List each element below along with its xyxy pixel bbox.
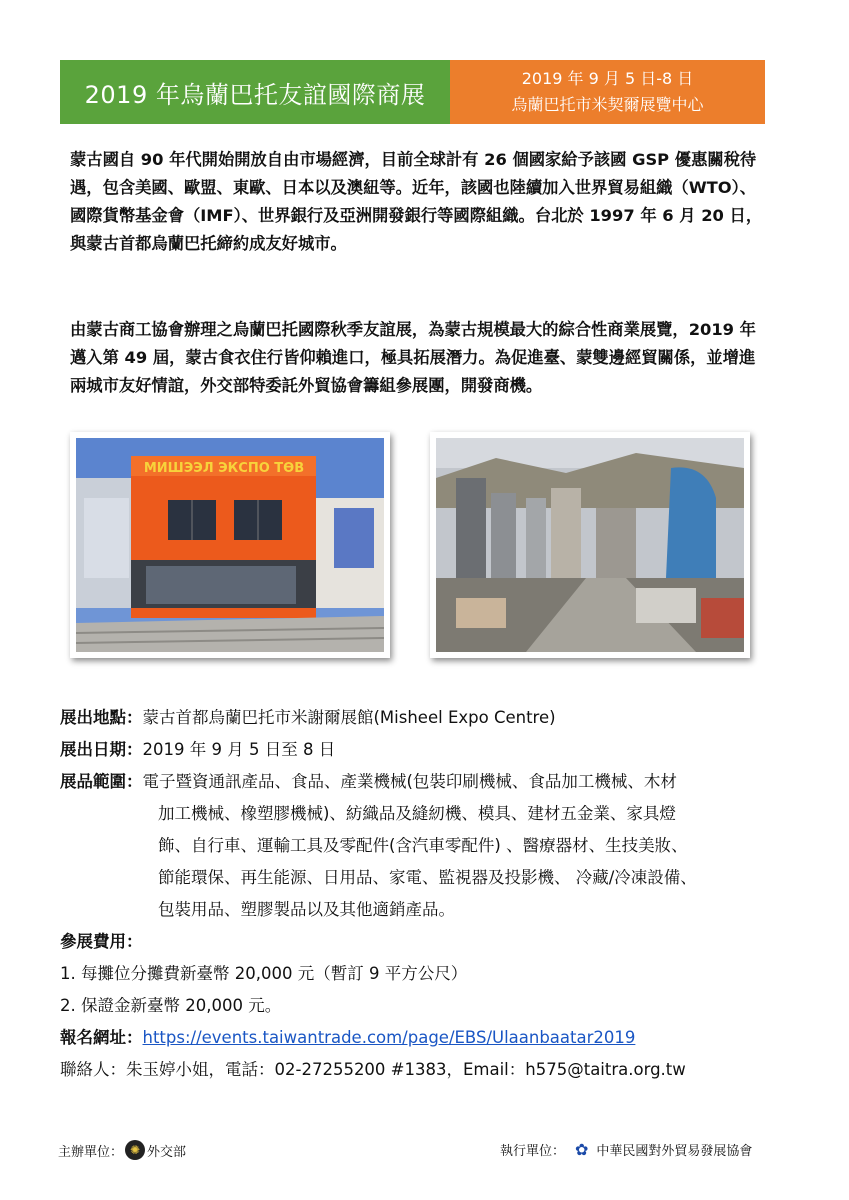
date-banner	[450, 60, 765, 124]
scope-line-3: 飾、自行車、運輸工具及零配件(含汽車零配件) 、醫療器材、生技美妝、	[158, 836, 688, 855]
organizer-label: 主辦單位：	[58, 1144, 124, 1160]
scope-row	[60, 766, 800, 798]
scope-label: 展品範圍：	[60, 772, 143, 791]
date-row	[60, 734, 800, 766]
location-value: 蒙古首都烏蘭巴托市米謝爾展館(Misheel Expo Centre)	[142, 708, 556, 727]
location-row	[60, 702, 800, 734]
scope-line-2: 加工機械、橡塑膠機械)、紡織品及縫紉機、模具、建材五金業、家具燈	[158, 804, 676, 823]
page-title: 2019 年烏蘭巴托友誼國際商展	[84, 80, 426, 109]
expo-building-image	[76, 438, 384, 652]
intro-paragraph-2: 由蒙古商工協會辦理之烏蘭巴托國際秋季友誼展，為蒙古規模最大的綜合性商業展覽，2019 年邁入第 49 屆，蒙古食衣住行皆仰賴進口，極具拓展潛力。為促進臺、蒙雙邊經貿關係，並增進兩城市友好情誼，外交部特委託外貿協會籌組參展團，開發商機。	[70, 320, 756, 395]
organizer-footer	[58, 1140, 186, 1160]
fee-item-2: 2. 保證金新臺幣 20,000 元。	[60, 996, 282, 1015]
executor-label: 執行單位：	[500, 1144, 566, 1159]
city-skyline-photo	[430, 432, 750, 658]
fee-label: 參展費用：	[60, 932, 143, 951]
organizer-name: 外交部	[147, 1144, 187, 1160]
url-label: 報名網址：	[60, 1028, 143, 1047]
date-label: 展出日期：	[60, 740, 143, 759]
building-sign-text: МИШЭЭЛ ЭКСПО ТӨВ	[143, 461, 305, 476]
event-venue: 烏蘭巴托市米契爾展覽中心	[511, 95, 704, 114]
scope-line-4: 節能環保、再生能源、日用品、家電、監視器及投影機、 冷藏/冷凍設備、	[158, 868, 697, 887]
intro-paragraph-1: 蒙古國自 90 年代開始開放自由市場經濟，目前全球計有 26 個國家給予該國 GSP 優惠關稅待遇，包含美國、歐盟、東歐、日本以及澳紐等。近年，該國也陸續加入世界貿易組織（WTO）、國際貨幣基金會（IMF）、世界銀行及亞洲開發銀行等國際組織。台北於 1997 年 6 月 20 日，與蒙古首都烏蘭巴托締約成友好城市。	[70, 150, 763, 253]
executor-name: 中華民國對外貿易發展協會	[596, 1144, 753, 1159]
mofa-logo-icon: ✺	[125, 1140, 145, 1160]
scope-line-5: 包裝用品、塑膠製品以及其他適銷產品。	[158, 900, 455, 919]
event-details	[60, 702, 800, 1086]
executor-footer	[500, 1140, 752, 1159]
event-date: 2019 年 9 月 5 日-8 日	[521, 69, 694, 88]
date-value: 2019 年 9 月 5 日至 8 日	[142, 740, 336, 759]
contact-line: 聯絡人：朱玉婷小姐，電話：02-27255200 #1383，Email：h575@taitra.org.tw	[60, 1060, 686, 1079]
url-row	[60, 1022, 800, 1054]
registration-link[interactable]: https://events.taiwantrade.com/page/EBS/Ulaanbaatar2019	[142, 1028, 636, 1047]
city-skyline-image	[436, 438, 744, 652]
fee-item-1: 1. 每攤位分攤費新臺幣 20,000 元（暫訂 9 平方公尺）	[60, 964, 468, 983]
scope-line-1: 電子暨資通訊產品、食品、產業機械(包裝印刷機械、食品加工機械、木材	[142, 772, 677, 791]
title-banner	[60, 60, 450, 124]
taitra-logo-icon: ✿	[575, 1140, 589, 1159]
expo-building-photo	[70, 432, 390, 658]
location-label: 展出地點：	[60, 708, 143, 727]
